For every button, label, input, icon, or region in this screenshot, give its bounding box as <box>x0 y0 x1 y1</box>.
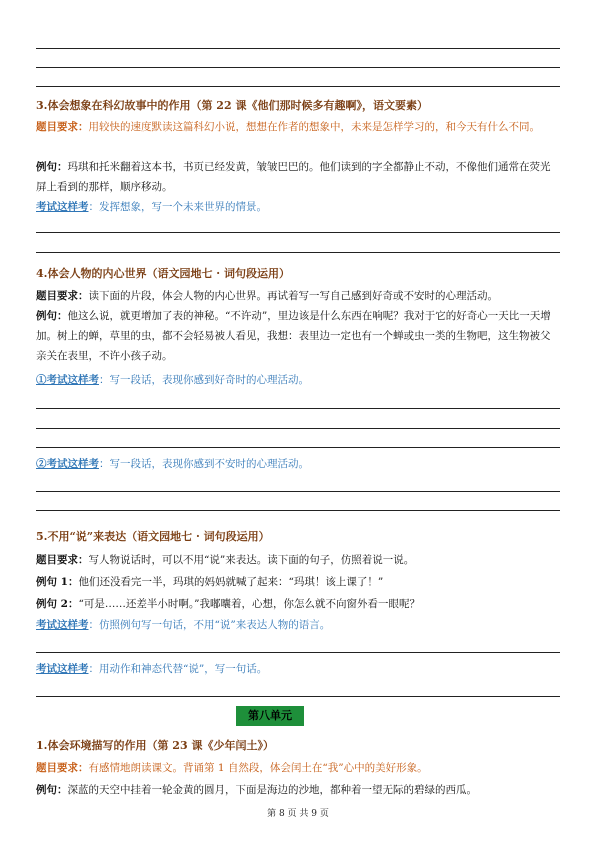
requirement-label: 题目要求： <box>36 554 89 566</box>
example-text: 他这么说，就更增加了表的神秘。“不许动”，里边该是什么东西在响呢？我对于它的好奇心一天比一天增加。树上的蝉，草里的虫，都不会轻易被人看见，我想：表里边一定也有一个蝉或虫一类的生物吧，这生物被父亲关在表里，不许小孩子动。 <box>36 310 551 362</box>
answer-line <box>36 48 560 49</box>
answer-line <box>36 67 560 68</box>
section-heading: 5.不用“说”来表达（语文园地七 · 词句段运用） <box>36 530 270 543</box>
requirement <box>36 758 560 778</box>
requirement-text: 读下面的片段，体会人物的内心世界。再试着写一写自己感到好奇或不安时的心理活动。 <box>88 290 498 302</box>
answer-line <box>36 232 560 233</box>
answer-line <box>36 252 560 253</box>
example <box>36 306 560 366</box>
test-text: ：发挥想象，写一个未来世界的情景。 <box>88 201 267 213</box>
requirement <box>36 117 560 137</box>
test-label: 考试这样考 <box>36 663 89 675</box>
section-heading: 3.体会想象在科幻故事中的作用（第 22 课《他们那时候多有趣啊》，语文要素） <box>36 99 428 112</box>
test-label: 考试这样考 <box>36 201 89 213</box>
requirement-label: 题目要求： <box>36 121 89 133</box>
answer-line <box>36 510 560 511</box>
section-heading: 4.体会人物的内心世界（语文园地七 · 词句段运用） <box>36 267 290 280</box>
example <box>36 157 560 197</box>
example-label: 例句 2： <box>36 598 79 610</box>
answer-line <box>36 408 560 409</box>
answer-line <box>36 86 560 87</box>
example <box>36 594 560 614</box>
requirement-label: 题目要求： <box>36 762 89 774</box>
test-prompt <box>36 197 560 217</box>
requirement-text: 用较快的速度默读这篇科幻小说，想想在作者的想象中，未来是怎样学习的，和今天有什么不同。 <box>88 121 540 133</box>
test-prompt <box>36 454 560 474</box>
test-label: ②考试这样考 <box>36 458 99 470</box>
section-heading: 1.体会环境描写的作用（第 23 课《少年闰土》） <box>36 739 274 752</box>
example-label: 例句： <box>36 161 68 173</box>
example-label: 例句 1： <box>36 576 79 588</box>
test-text: ：仿照例句写一句话，不用“说”来表达人物的语言。 <box>88 619 331 631</box>
answer-line <box>36 652 560 653</box>
page-footer: 第 8 页 共 9 页 <box>267 809 329 819</box>
example-text: 他们还没看完一半，玛琪的妈妈就喊了起来：“玛琪！该上课了！” <box>78 576 384 588</box>
test-text: ：用动作和神态代替“说”，写一句话。 <box>88 663 268 675</box>
answer-line <box>36 447 560 448</box>
answer-line <box>36 428 560 429</box>
test-text: ：写一段话，表现你感到好奇时的心理活动。 <box>99 374 309 386</box>
test-label: 考试这样考 <box>36 619 89 631</box>
example-text: 玛琪和托米翻着这本书，书页已经发黄，皱皱巴巴的。他们读到的字全都静止不动，不像他们通常在荧光屏上看到的那样，顺序移动。 <box>36 161 551 193</box>
test-label: ①考试这样考 <box>36 374 99 386</box>
example-label: 例句： <box>36 310 68 322</box>
example <box>36 780 560 800</box>
requirement-label: 题目要求： <box>36 290 89 302</box>
answer-line <box>36 696 560 697</box>
test-text: ：写一段话，表现你感到不安时的心理活动。 <box>99 458 309 470</box>
example <box>36 572 560 592</box>
example-text: “可是……还差半小时啊。”我嘟囔着，心想，你怎么就不向窗外看一眼呢？ <box>78 598 420 610</box>
test-prompt <box>36 659 560 679</box>
requirement <box>36 550 560 570</box>
test-prompt <box>36 370 560 390</box>
answer-line <box>36 491 560 492</box>
example-text: 深蓝的天空中挂着一轮金黄的圆月，下面是海边的沙地，都种着一望无际的碧绿的西瓜。 <box>67 784 477 796</box>
example-label: 例句： <box>36 784 68 796</box>
test-prompt <box>36 615 560 635</box>
requirement-text: 有感情地朗读课文。背诵第 1 自然段，体会闰土在“我”心中的美好形象。 <box>88 762 428 774</box>
requirement <box>36 286 560 306</box>
unit-title: 第八单元 <box>236 706 304 726</box>
requirement-text: 写人物说话时，可以不用“说”来表达。读下面的句子，仿照着说一说。 <box>88 554 415 566</box>
